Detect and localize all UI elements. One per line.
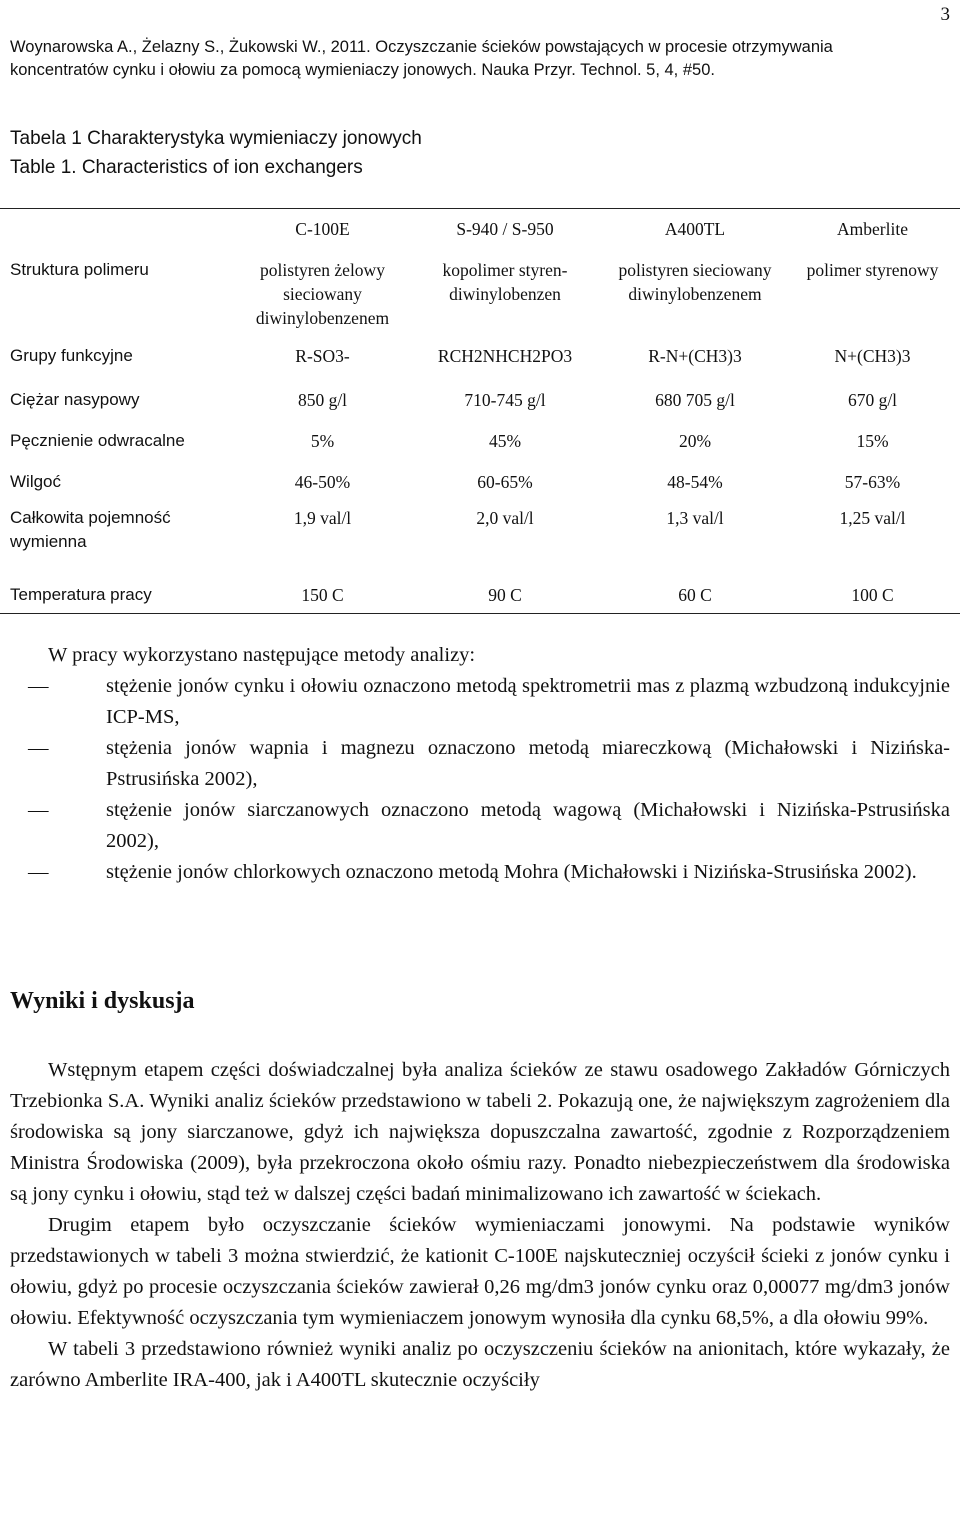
table-column-header: Amberlite bbox=[837, 218, 908, 239]
table-column-header: A400TL bbox=[664, 218, 726, 239]
table-row bbox=[0, 504, 960, 576]
table-cell: 46-50% bbox=[294, 472, 351, 492]
table-cell: R-SO3- bbox=[295, 346, 350, 366]
row-label: Temperatura pracy bbox=[10, 585, 152, 604]
table-cell: 15% bbox=[856, 431, 889, 451]
list-item bbox=[10, 857, 950, 888]
row-label: Pęcznienie odwracalne bbox=[10, 431, 185, 450]
paragraph: W tabeli 3 przedstawiono również wyniki analiz po oczyszczeniu ścieków na anionitach, które wykazały, że zarówno Amberlite IRA-400, jak i A400TL skutecznie oczyściły bbox=[10, 1338, 950, 1391]
table-cell: 20% bbox=[678, 431, 712, 451]
table-header-row bbox=[0, 208, 960, 250]
table-cell: 100 C bbox=[851, 585, 894, 605]
dash-bullet-icon: — bbox=[28, 737, 49, 759]
table-cell: N+(CH3)3 bbox=[834, 346, 911, 366]
row-label: Wilgoć bbox=[10, 472, 62, 491]
results-section bbox=[10, 1055, 950, 1396]
list-item bbox=[10, 795, 950, 857]
table-caption-en: Table 1. Characteristics of ion exchangers bbox=[10, 157, 363, 178]
method-text: stężenie jonów cynku i ołowiu oznaczono metodą spektrometrii mas z plazmą wzbudzoną indukcyjnie ICP-MS, bbox=[106, 675, 950, 728]
table-row bbox=[0, 340, 960, 381]
method-text: stężenie jonów chlorkowych oznaczono metodą Mohra (Michałowski i Nizińska-Strusińska 2002). bbox=[106, 861, 917, 883]
dash-bullet-icon: — bbox=[28, 799, 49, 821]
table-row bbox=[0, 576, 960, 617]
table-cell: 1,25 val/l bbox=[839, 508, 906, 528]
methods-section bbox=[10, 640, 950, 888]
table-cell: R-N+(CH3)3 bbox=[648, 346, 742, 366]
table-cell: 1,3 val/l bbox=[666, 508, 724, 528]
method-text: stężenia jonów wapnia i magnezu oznaczono metodą miareczkową (Michałowski i Nizińska-Pstrusińska 2002), bbox=[106, 737, 950, 790]
table-row bbox=[0, 250, 960, 340]
table-cell: 90 C bbox=[488, 585, 522, 605]
row-label: Całkowita pojemność wymienna bbox=[10, 508, 171, 551]
paragraph: Drugim etapem było oczyszczanie ścieków wymieniaczami jonowymi. Na podstawie wyników przedstawionych w tabeli 3 można stwierdzić, że kationit C-100E najskuteczniej oczyścił ścieki z jonów cynku i ołowiu, gdyż po procesie oczyszczania ścieków zawierał 0,26 mg/dm3 jonów cynku oraz 0,00077 mg/dm3 jonów ołowiu. Efektywność oczyszczania tym wymieniaczem jonowym wynosiła dla cynku 68,5%, a dla ołowiu 99%. bbox=[10, 1214, 950, 1329]
table-cell: kopolimer styren-diwinylobenzen bbox=[442, 260, 568, 304]
list-item bbox=[10, 733, 950, 795]
dash-bullet-icon: — bbox=[28, 861, 49, 883]
table-cell: 850 g/l bbox=[297, 390, 348, 410]
table-cell: 1,9 val/l bbox=[293, 508, 352, 528]
table-column-header: C-100E bbox=[295, 218, 350, 239]
dash-bullet-icon: — bbox=[28, 675, 49, 697]
page-number: 3 bbox=[940, 4, 950, 25]
table-header-corner bbox=[0, 208, 240, 250]
methods-list bbox=[10, 671, 950, 888]
ion-exchanger-table bbox=[0, 208, 960, 617]
citation-line-1: Woynarowska A., Żelazny S., Żukowski W., 2011. Oczyszczanie ścieków powstających w procesie otrzymywania bbox=[10, 38, 833, 56]
table-cell: polistyren sieciowany diwinylobenzenem bbox=[618, 260, 772, 304]
table-row bbox=[0, 463, 960, 504]
table-cell: 45% bbox=[488, 431, 522, 451]
table-cell: 5% bbox=[310, 431, 335, 451]
table-cell: 48-54% bbox=[667, 472, 723, 492]
table-cell: 2,0 val/l bbox=[476, 508, 534, 528]
table-cell: 150 C bbox=[301, 585, 344, 605]
list-item bbox=[10, 671, 950, 733]
table-cell: 710-745 g/l bbox=[464, 390, 546, 410]
method-text: stężenie jonów siarczanowych oznaczono metodą wagową (Michałowski i Nizińska-Pstrusińska 2002), bbox=[106, 799, 950, 852]
table-cell: polimer styrenowy bbox=[806, 260, 939, 280]
table-column-header: S-940 / S-950 bbox=[456, 218, 554, 239]
section-heading: Wyniki i dyskusja bbox=[10, 988, 195, 1014]
table-cell: 60-65% bbox=[477, 472, 533, 492]
row-label: Ciężar nasypowy bbox=[10, 390, 140, 409]
table-cell: 670 g/l bbox=[847, 390, 898, 410]
table-cell: 60 C bbox=[678, 585, 712, 605]
table-cell: polistyren żelowy sieciowany diwinylobenzenem bbox=[255, 260, 390, 328]
row-label: Struktura polimeru bbox=[10, 260, 149, 279]
table-cell: 680 705 g/l bbox=[655, 390, 735, 410]
table-row bbox=[0, 381, 960, 422]
row-label: Grupy funkcyjne bbox=[10, 346, 133, 365]
citation-header bbox=[10, 36, 952, 82]
table-cell: RCH2NHCH2PO3 bbox=[437, 346, 573, 366]
table-caption-pl: Tabela 1 Charakterystyka wymieniaczy jonowych bbox=[10, 128, 422, 149]
table-caption bbox=[10, 124, 422, 182]
citation-line-2: koncentratów cynku i ołowiu za pomocą wymieniaczy jonowych. Nauka Przyr. Technol. 5, 4, #50. bbox=[10, 61, 715, 79]
table-row bbox=[0, 422, 960, 463]
table-cell: 57-63% bbox=[844, 472, 901, 492]
methods-intro: W pracy wykorzystano następujące metody analizy: bbox=[48, 644, 476, 666]
paragraph: Wstępnym etapem części doświadczalnej była analiza ścieków ze stawu osadowego Zakładów Górniczych Trzebionka S.A. Wyniki analiz ścieków przedstawiono w tabeli 2. Pokazują one, że największym zagrożeniem dla środowiska są jony siarczanowe, gdyż ich największa dopuszczalna zawartość, zgodnie z Rozporządzeniem Ministra Środowiska (2009), była przekroczona około ośmiu razy. Ponadto niebezpieczeństwem dla środowiska są jony cynku i ołowiu, stąd też w dalszej części badań minimalizowano ich zawartość w ściekach. bbox=[10, 1059, 950, 1205]
